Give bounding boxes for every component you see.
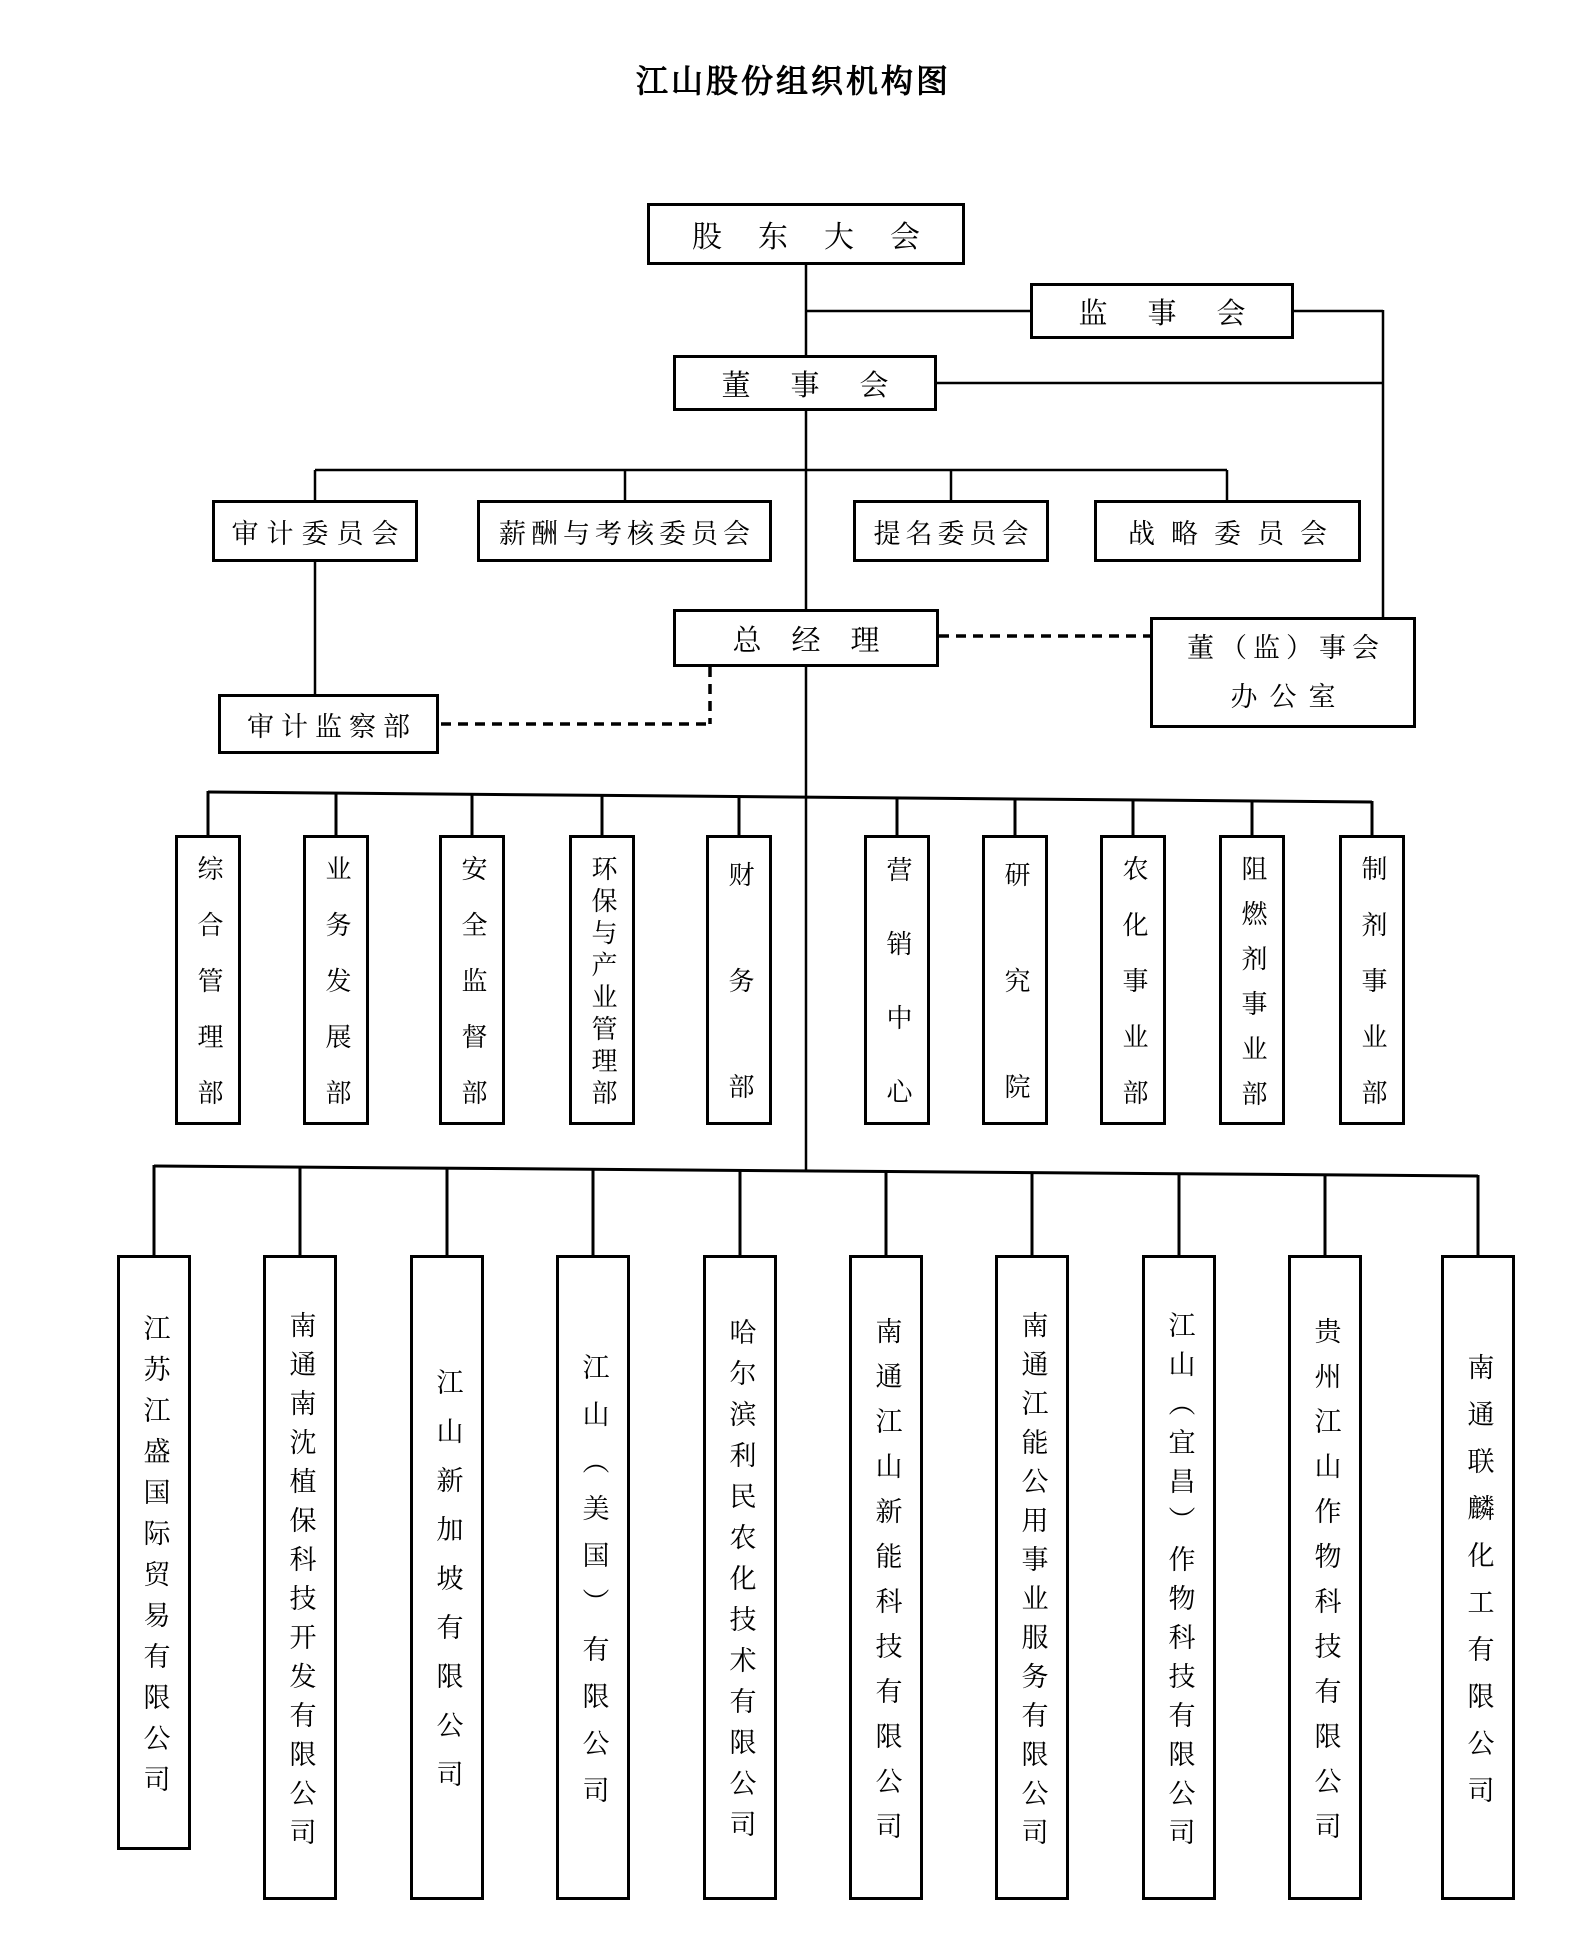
strategy-committee-label: 战略委员会	[1128, 518, 1343, 549]
subsidiary-label: 江山（美国）有限公司	[578, 1352, 609, 1823]
supervisory-board-label: 监事会	[1078, 297, 1286, 330]
dept-box-formulation	[1339, 835, 1405, 1135]
dept-box-business-dev	[303, 835, 369, 1135]
line-dept-rail	[208, 792, 1372, 802]
audit-supervision-dept-box	[218, 694, 439, 754]
subsidiary-box-nantong-nanshen	[263, 1255, 337, 1900]
subsidiary-label: 南通江山新能科技有限公司	[871, 1316, 902, 1857]
subsidiary-label: 哈尔滨利民农化技术有限公司	[725, 1318, 756, 1851]
general-manager-box	[673, 609, 939, 667]
dept-box-general-admin	[175, 835, 241, 1135]
board-office-label-line2: 办公室	[1230, 681, 1348, 712]
subsidiary-label: 南通江能公用事业服务有限公司	[1017, 1310, 1048, 1857]
dept-label: 安全监督部	[458, 855, 487, 1135]
dept-box-agrochemical	[1100, 835, 1166, 1135]
general-manager-label: 总经理	[732, 624, 910, 657]
dept-box-finance	[706, 835, 772, 1179]
remuneration-committee-label: 薪酬与考核委员会	[499, 518, 755, 549]
subsidiary-label: 南通南沈植保科技开发有限公司	[285, 1310, 316, 1857]
shareholders-meeting-box	[647, 203, 965, 265]
subsidiary-box-usa	[556, 1255, 630, 1900]
dept-box-research	[982, 835, 1048, 1179]
dept-label: 业务发展部	[322, 855, 351, 1135]
audit-supervision-dept-label: 审计监察部	[247, 711, 417, 742]
strategy-committee-box	[1094, 500, 1361, 562]
subsidiary-label: 江山新加坡有限公司	[432, 1368, 463, 1809]
line-subsidiary-rail	[154, 1166, 1478, 1176]
subsidiary-box-xinneng	[849, 1255, 923, 1900]
nomination-committee-label: 提名委员会	[873, 518, 1034, 549]
subsidiary-box-harbin-limin	[703, 1255, 777, 1900]
dept-box-marketing	[864, 835, 930, 1152]
subsidiary-box-lianlin	[1441, 1255, 1515, 1900]
subsidiary-label: 江山（宜昌）作物科技有限公司	[1164, 1310, 1195, 1857]
dept-box-environment-industry	[569, 835, 635, 1125]
subsidiary-box-jiangneng-utility	[995, 1255, 1069, 1900]
board-of-directors-label: 董事会	[721, 369, 929, 402]
dept-label: 农化事业部	[1119, 855, 1148, 1135]
board-office-label-line1: 董（监）事会	[1187, 632, 1385, 663]
dept-label: 环保与产业管理部	[588, 855, 617, 1111]
audit-committee-box	[212, 500, 418, 562]
audit-committee-label: 审计委员会	[231, 518, 407, 549]
remuneration-committee-box	[477, 500, 772, 562]
dept-label: 研究院	[1001, 861, 1030, 1179]
nomination-committee-box	[853, 500, 1049, 562]
subsidiary-label: 江苏江盛国际贸易有限公司	[139, 1313, 170, 1806]
dept-box-flame-retardant	[1219, 835, 1285, 1125]
subsidiary-box-jiangsu-jiangsheng	[117, 1255, 191, 1850]
subsidiary-label: 南通联麟化工有限公司	[1463, 1352, 1494, 1823]
dept-label: 阻燃剂事业部	[1238, 854, 1267, 1125]
subsidiary-box-yichang	[1142, 1255, 1216, 1900]
board-of-directors-box	[673, 355, 937, 411]
subsidiary-label: 贵州江山作物科技有限公司	[1310, 1316, 1341, 1857]
dept-box-safety	[439, 835, 505, 1135]
supervisory-board-box	[1030, 283, 1294, 339]
dept-label: 财务部	[725, 861, 754, 1179]
dept-label: 制剂事业部	[1358, 855, 1387, 1135]
page-title: 江山股份组织机构图	[635, 63, 951, 99]
board-office-box	[1150, 617, 1416, 728]
shareholders-meeting-label: 股东大会	[692, 221, 956, 254]
dept-label: 综合管理部	[194, 855, 223, 1135]
dept-label: 营销中心	[883, 856, 912, 1152]
subsidiary-box-guizhou	[1288, 1255, 1362, 1900]
subsidiary-box-singapore	[410, 1255, 484, 1900]
